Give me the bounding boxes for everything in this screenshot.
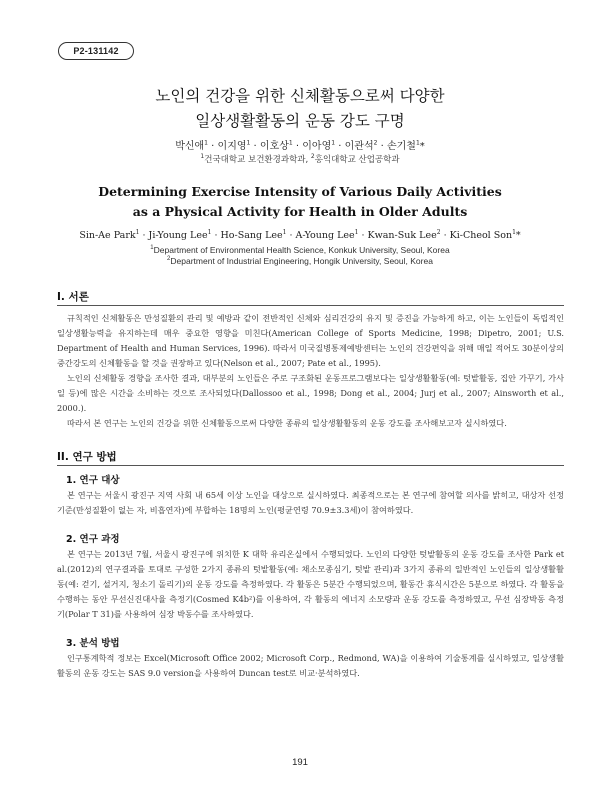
english-title-line1: Determining Exercise Intensity of Various Daily Activities (98, 184, 502, 199)
poster-id-badge: P2-131142 (58, 42, 134, 60)
english-title (40, 182, 560, 222)
affil-kr-1: 건국대학교 보건환경과학과 (204, 155, 306, 165)
korean-title-line2: 일상생활활동의 운동 강도 구명 (195, 112, 405, 130)
korean-title (40, 84, 560, 134)
section-heading-intro: I. 서론 (57, 291, 89, 303)
section-heading-methods: II. 연구 방법 (57, 451, 117, 463)
intro-paragraph-3: 따라서 본 연구는 노인의 건강을 위한 신체활동으로써 다양한 종류의 일상생활활동의 운동 강도를 조사해보고자 실시하였다. (67, 418, 507, 428)
page-number: 191 (292, 757, 308, 768)
intro-paragraph-2: 노인의 신체활동 경향을 조사한 결과, 대부분의 노인들은 주로 구조화된 운동프로그램보다는 일상생활활동(예: 텃밭활동, 집안 가꾸기, 가사일 등)에 많은 시간을 소비하는 것으로 조사되었다(Dallossoo et al., 1998; Dong et al., 2004; Jurj et al., 2007; Ainsworth et al., 2000.). (57, 373, 564, 413)
author-en-3: Ho-Sang Lee (220, 230, 283, 241)
author-en-4: A-Young Lee (295, 230, 355, 241)
author-en-5: Kwan-Suk Lee (367, 230, 437, 241)
subsection-heading-analysis: 3. 분석 방법 (66, 638, 120, 649)
subsection-heading-procedure: 2. 연구 과정 (66, 534, 120, 545)
author-kr-2: 이지영 (217, 141, 247, 152)
subsection-heading-subjects: 1. 연구 대상 (66, 475, 120, 486)
korean-affiliations: $^1$건국대학교 보건환경과학과, $^2$홍익대학교 산업공학과 (200, 153, 400, 165)
author-kr-5: 이관석 (344, 141, 374, 152)
english-authors: Sin-Ae Park$^1$ · Ji-Young Lee$^1$ · Ho-Sang Lee$^1$ · A-Young Lee$^1$ · Kwan-Suk Lee$^2$ · Ki-Cheol Son$^1$* (79, 228, 521, 241)
korean-authors: 박신애$^1$ · 이지영$^1$ · 이호상$^1$ · 이아영$^1$ · 이관석$^2$ · 손기철$^1$* (175, 139, 425, 152)
english-title-line2: as a Physical Activity for Health in Older Adults (132, 204, 468, 219)
korean-title-line1: 노인의 건강을 위한 신체활동으로써 다양한 (155, 87, 445, 105)
affil-en-1: Department of Environmental Health Science, Konkuk University, Seoul, Korea (153, 245, 450, 255)
author-kr-6: 손기철 (386, 141, 416, 152)
methods-paragraph-procedure: 본 연구는 2013년 7월, 서울시 광진구에 위치한 K 대학 유리온실에서 수행되었다. 노인의 다양한 텃밭활동의 운동 강도를 조사한 Park et al.(2012)의 연구결과를 토대로 구성한 2가지 종류의 텃밭활동(예: 채소모종심기, 텃밭 관리)과 3가지 종류의 일반적인 노인들의 일상생활활동(예: 걷기, 설거지, 청소기 돌리기)의 운동 강도를 측정하였다. 각 활동은 5분간 수행되었으며, 활동간 휴식시간은 5분으로 하였다. 각 활동을 수행하는 동안 무선신진대사율 측정기(Cosmed K4b²)를 이용하여, 각 활동의 에너지 소모량과 운동 강도를 측정하였고, 무선 심장박동 측정기(Polar T 31)를 사용하여 심장 박동수를 조사하였다. (57, 549, 564, 619)
methods-paragraph-analysis: 인구통계학적 정보는 Excel(Microsoft Office 2002; Microsoft Corp., Redmond, WA)을 이용하여 기술통계를 실시하였고, 일상생활활동의 운동 강도는 SAS 9.0 version을 사용하여 Duncan test로 비교·분석하였다. (57, 653, 564, 678)
methods-paragraph-subjects: 본 연구는 서울시 광진구 지역 사회 내 65세 이상 노인을 대상으로 실시하였다. 최종적으로는 본 연구에 참여할 의사를 밝히고, 대상자 선정기준(만성질환이 없는 자, 비흡연자)에 부합하는 18명의 노인(평균연령 70.9±3.3세)이 참여하였다. (57, 490, 564, 515)
author-kr-3: 이호상 (259, 141, 289, 152)
author-en-6: Ki-Cheol Son (449, 230, 513, 241)
section-divider (57, 465, 564, 466)
intro-paragraph-1: 규칙적인 신체활동은 만성질환의 관리 및 예방과 같이 전반적인 신체와 심리건강의 유지 및 증진을 가능하게 하고, 이는 노인들이 독립적인 일상생활능력을 유지하는데 매우 중요한 영향을 미친다(American College of Sports Medicine, 1998; Dipetro, 2001; U.S. Department of Health and Human Services, 1996). 따라서 미국질병통제예방센터는 노인의 건강편익을 위해 매일 적어도 30분이상의 중간강도의 신체활동을 할 것을 권장하고 있다(Nelson et al., 2007; Pate et al., 1995). (57, 313, 564, 368)
author-en-1: Sin-Ae Park (79, 230, 136, 241)
author-en-2: Ji-Young Lee (148, 230, 208, 241)
affil-kr-2: 홍익대학교 산업공학과 (314, 155, 400, 165)
author-kr-4: 이아영 (302, 141, 332, 152)
english-affiliations: $^1$Department of Environmental Health Science, Konkuk University, Seoul, Korea $^2$Department of Industrial Engineering, Hongik University, Seoul, Korea (150, 245, 450, 266)
affil-en-2: Department of Industrial Engineering, Hongik University, Seoul, Korea (170, 256, 433, 266)
author-kr-1: 박신애 (175, 141, 205, 152)
section-divider (57, 305, 564, 306)
